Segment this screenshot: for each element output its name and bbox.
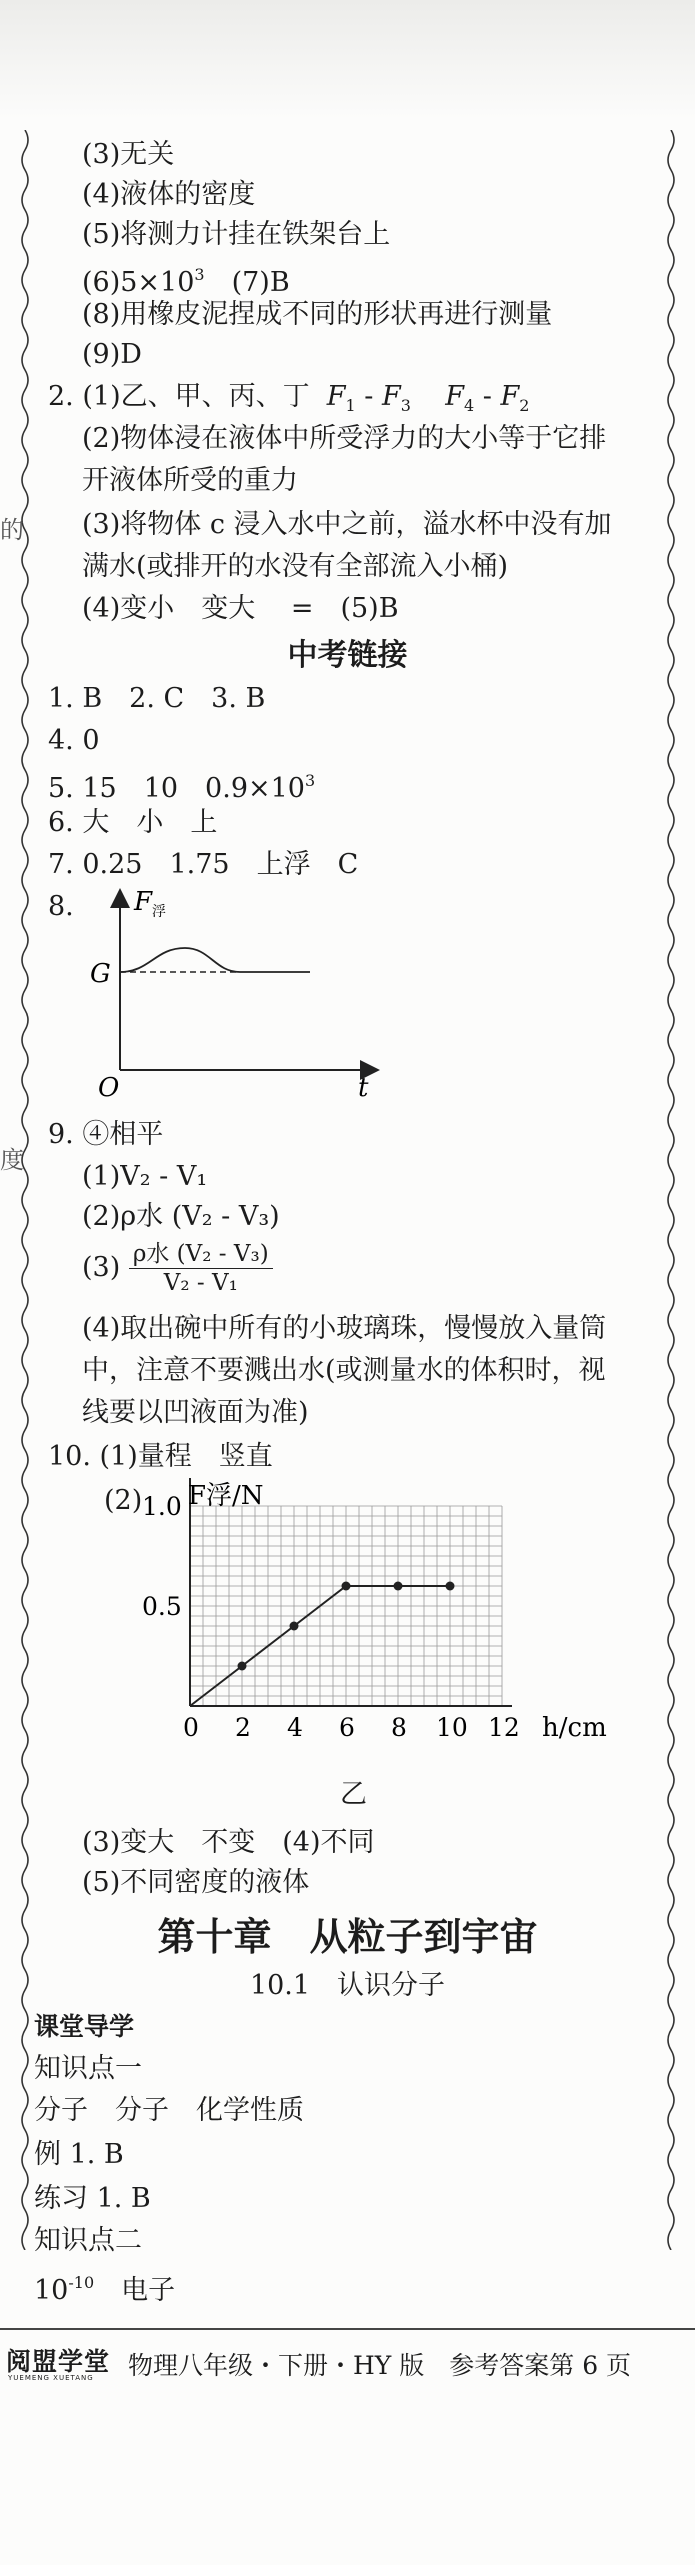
example-1: 例 1. B — [34, 2139, 124, 2170]
q9-part3 — [82, 1240, 273, 1297]
answer-5-base: 5. 15 10 0.9×10 — [48, 773, 305, 804]
sketch-g-label: G — [90, 959, 111, 989]
q9-part2: (2)ρ水 (V₂ - V₃) — [82, 1201, 280, 1232]
knowledge-point-1: 知识点一 — [34, 2053, 142, 2084]
answer-5 — [48, 764, 315, 806]
q9-part4-line2: 中，注意不要溅出水(或测量水的体积时，视 — [82, 1355, 606, 1386]
data-point — [446, 1582, 455, 1591]
brand-logo: 阅盟学堂 — [6, 2347, 111, 2376]
chart-grid — [190, 1506, 502, 1706]
chart-series — [190, 1582, 455, 1707]
page-footer — [0, 2340, 695, 2400]
data-point — [238, 1662, 247, 1671]
q2-order: (1)乙、甲、丙、丁 — [82, 381, 310, 412]
q1-part7: (7)B — [204, 267, 290, 298]
q1-part3: (3)无关 — [82, 139, 175, 170]
y-tick-label: 1.0 — [142, 1492, 182, 1521]
q10-part2-label: (2) — [104, 1485, 143, 1516]
kp2-rest: 电子 — [94, 2275, 176, 2306]
q2-part3-line1: (3)将物体 c 浸入水中之前，溢水杯中没有加 — [82, 509, 612, 540]
q2-part3-line2: 满水(或排开的水没有全部流入小桶) — [82, 551, 509, 582]
q2-number: 2. — [48, 381, 74, 412]
footer-rule — [0, 2328, 695, 2330]
q9-head: 9. ④相平 — [48, 1119, 164, 1150]
knowledge-point-1-answer: 分子 分子 化学性质 — [34, 2095, 304, 2126]
q10-head: 10. (1)量程 竖直 — [48, 1441, 273, 1472]
y-tick-label: 0.5 — [142, 1592, 182, 1621]
q1-part8: (8)用橡皮泥捏成不同的形状再进行测量 — [82, 299, 553, 330]
q1-part9: (9)D — [82, 339, 142, 370]
q2-sub-4: 4 — [464, 396, 475, 415]
q9-part3-fraction — [129, 1240, 273, 1297]
x-tick-label: 6 — [339, 1713, 355, 1742]
q2-sub-1: 1 — [345, 396, 356, 415]
q9-part4-line3: 线要以凹液面为准) — [82, 1397, 309, 1428]
buoyancy-time-sketch — [90, 880, 390, 1100]
x-tick-label: 0 — [183, 1713, 199, 1742]
q9-part4-line1: (4)取出碗中所有的小玻璃珠，慢慢放入量筒 — [82, 1313, 607, 1344]
chart-y-axis-label: F浮/N — [188, 1481, 264, 1511]
sketch-buoyancy-curve — [120, 948, 310, 972]
sketch-y-label-sub: 浮 — [152, 904, 166, 920]
data-point — [394, 1582, 403, 1591]
edge-fragment-2: 度 — [0, 1146, 24, 1174]
footer-text: 物理八年级・下册・HY 版 参考答案第 6 页 — [128, 2351, 632, 2380]
q2-part1 — [48, 380, 529, 423]
q2-part2-line2: 开液体所受的重力 — [82, 465, 298, 496]
knowledge-point-2: 知识点二 — [34, 2225, 142, 2256]
q2-f-symbol-4: F — [445, 381, 464, 412]
section-heading: 10.1 认识分子 — [249, 1970, 446, 2001]
kp2-exp: -10 — [68, 2273, 95, 2292]
q1-part6-exp: 3 — [194, 265, 205, 284]
q9-fraction-numerator: ρ水 (V₂ - V₃) — [129, 1240, 273, 1269]
q9-fraction-denominator: V₂ - V₁ — [163, 1270, 238, 1296]
data-point — [290, 1622, 299, 1631]
sketch-y-label: F — [134, 887, 153, 917]
q1-part6-base: (6)5×10 — [82, 267, 195, 298]
brand-logo-small: YUEMENG XUETANG — [8, 2374, 94, 2382]
x-tick-label: 10 — [436, 1713, 468, 1742]
q2-f-symbol-2: F — [382, 381, 401, 412]
q10-part5: (5)不同密度的液体 — [82, 1867, 310, 1898]
data-point — [342, 1582, 351, 1591]
q9-part3-label: (3) — [82, 1252, 121, 1283]
q2-sub-3: 3 — [400, 396, 411, 415]
q2-part2-line1: (2)物体浸在液体中所受浮力的大小等于它排 — [82, 423, 607, 454]
edge-fragment-1: 的 — [0, 516, 24, 544]
q2-f-symbol-5: F — [500, 381, 520, 412]
q10-part3-4: (3)变大 不变 (4)不同 — [82, 1827, 375, 1858]
answer-5-exp: 3 — [304, 771, 316, 790]
x-tick-label: 2 — [235, 1713, 251, 1742]
sketch-x-label: t — [358, 1073, 369, 1100]
chart-x-axis-label: h/cm — [542, 1713, 607, 1743]
q1-part6-7 — [82, 258, 290, 300]
x-tick-label: 4 — [287, 1713, 303, 1742]
buoyancy-depth-chart — [130, 1474, 650, 1754]
q1-part4: (4)液体的密度 — [82, 179, 256, 210]
q1-part5: (5)将测力计挂在铁架台上 — [82, 219, 391, 250]
class-guide-label: 课堂导学 — [34, 2012, 135, 2041]
answer-4: 4. 0 — [48, 725, 100, 756]
chart-caption: 乙 — [340, 1779, 367, 1810]
answers-1-3: 1. B 2. C 3. B — [48, 683, 266, 714]
section-title-zhongkao: 中考链接 — [287, 638, 408, 673]
knowledge-point-2-answer — [34, 2266, 175, 2308]
answer-8-label: 8. — [48, 891, 74, 922]
answer-7: 7. 0.25 1.75 上浮 C — [48, 849, 359, 880]
chapter-title: 第十章 从粒子到宇宙 — [157, 1915, 538, 1959]
scan-top-strip — [0, 0, 695, 120]
sketch-origin-label: O — [98, 1073, 120, 1100]
q2-part4-5: (4)变小 变大 = (5)B — [82, 593, 399, 624]
q2-f-symbol: F — [326, 381, 346, 412]
chart-axes — [190, 1478, 512, 1706]
q9-part1: (1)V₂ - V₁ — [82, 1161, 208, 1192]
x-tick-label: 12 — [488, 1713, 520, 1742]
answer-6: 6. 大 小 上 — [48, 807, 218, 838]
x-tick-label: 8 — [391, 1713, 407, 1742]
q2-minus-2: - — [474, 381, 501, 412]
kp2-base: 10 — [34, 2275, 69, 2306]
practice-1: 练习 1. B — [34, 2183, 151, 2214]
q2-sub-2: 2 — [519, 396, 530, 415]
q2-minus-1: - — [355, 381, 382, 412]
